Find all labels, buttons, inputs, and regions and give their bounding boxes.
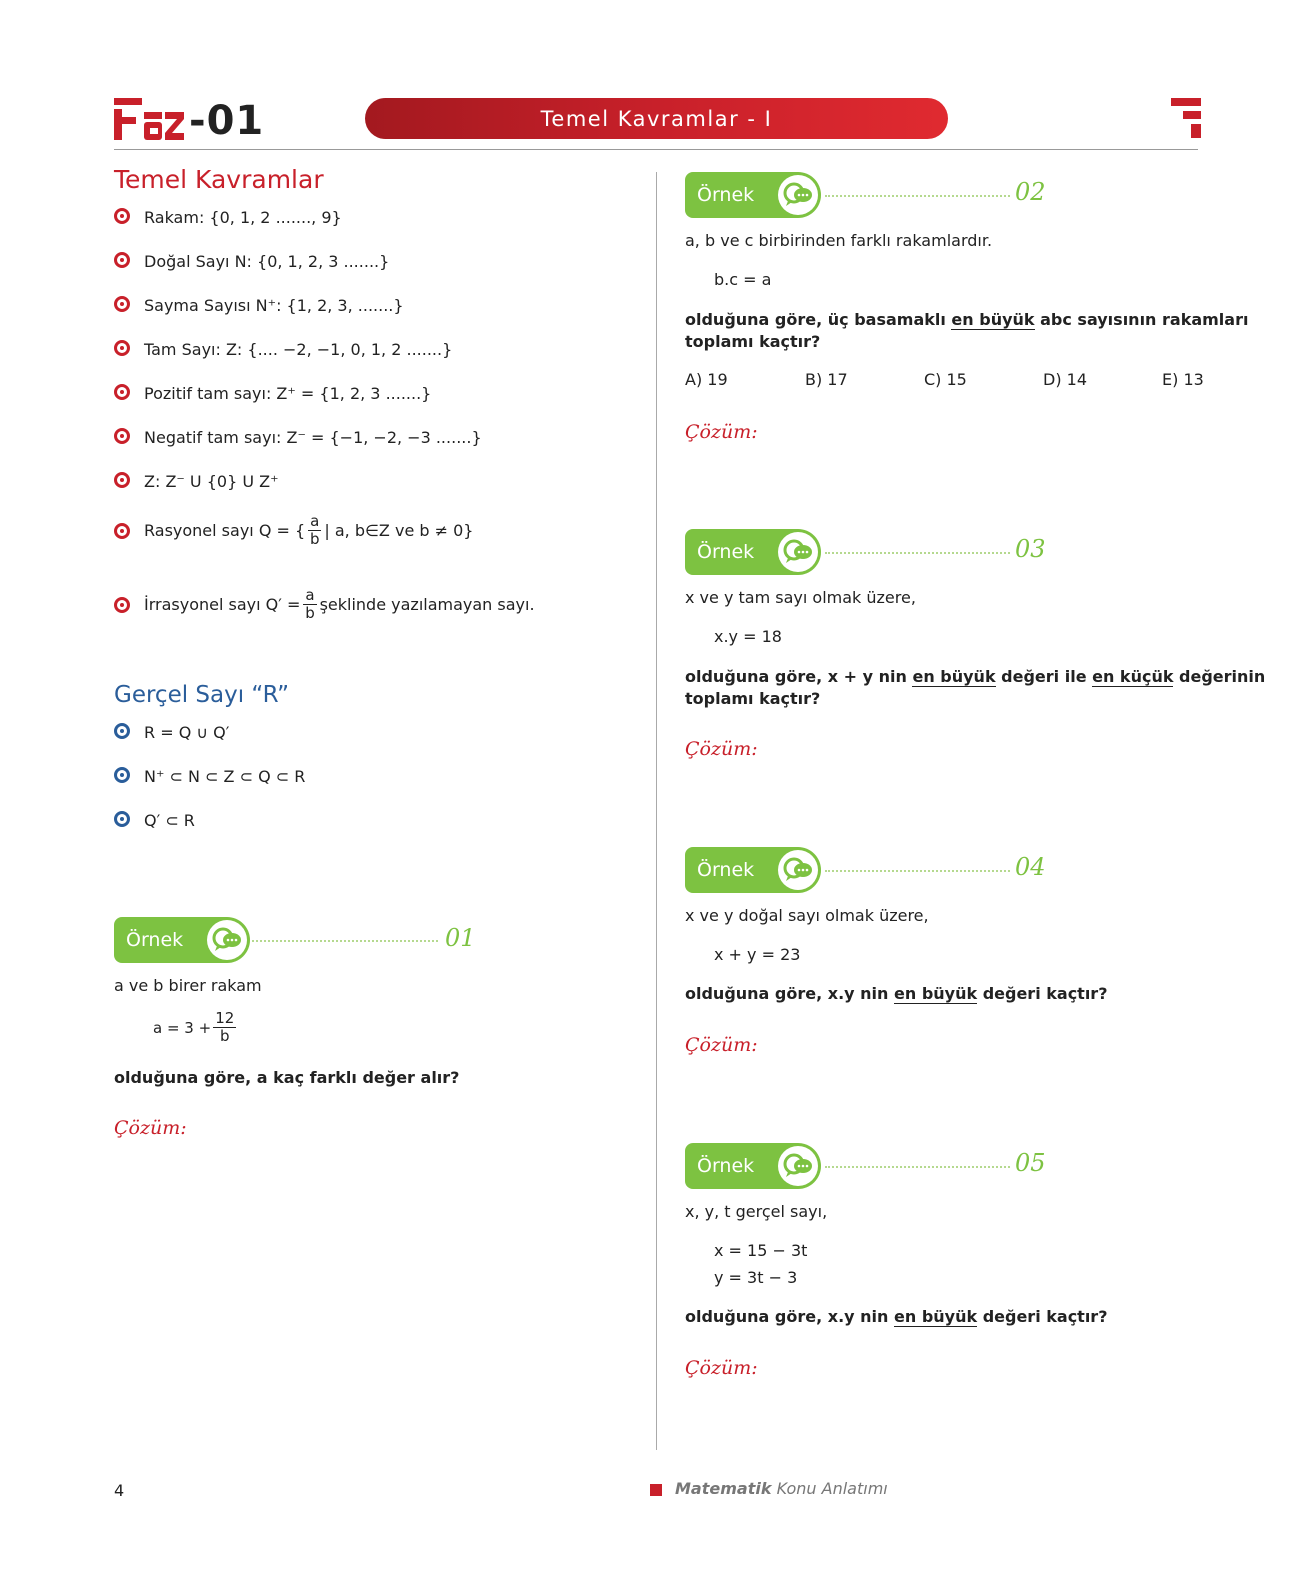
fraction-a-over-b: $\frac{a}{b}$ (305, 585, 315, 622)
target-bullet-icon (114, 340, 130, 356)
target-bullet-icon (114, 296, 130, 312)
chapter-title: Temel Kavramlar - I (540, 106, 773, 131)
speech-bubble-icon (778, 175, 818, 215)
ornek-dotted-line (825, 1166, 1010, 1168)
example-01-question: olduğuna göre, a kaç farklı değer alır? (114, 1068, 460, 1087)
example-03-equation: x.y = 18 (714, 627, 782, 646)
chapter-title-bar (365, 98, 948, 139)
speech-bubble-icon (207, 920, 247, 960)
footer-book-title: Matematik Konu Anlatımı (675, 1479, 888, 1498)
speech-bubble-icon (778, 850, 818, 890)
fraction-a-over-b: $\frac{a}{b}$ (310, 511, 320, 548)
page-number: 4 (114, 1481, 125, 1500)
real-item-r-union: R = Q ∪ Q′ (114, 722, 229, 742)
ornek-dotted-line (825, 195, 1010, 197)
example-02-intro: a, b ve c birbirinden farklı rakamlardır. (685, 231, 993, 250)
concept-rasyonel-sayi: Rasyonel sayı Q = { $\frac{a}{b}$ | a, b∈Z ve b ≠ 0} (114, 508, 473, 552)
real-item-q-prime: Q′ ⊂ R (114, 810, 195, 830)
underline-en-buyuk: en büyük (951, 310, 1035, 329)
section-title-temel-kavramlar: Temel Kavramlar (114, 165, 324, 194)
cozum-label-02: Çözüm: (685, 421, 758, 443)
example-02-equation: b.c = a (714, 270, 772, 289)
target-bullet-icon (114, 723, 130, 739)
example-04-equation: x + y = 23 (714, 945, 801, 964)
ornek-badge-05 (685, 1143, 821, 1189)
ornek-label: Örnek (697, 1155, 755, 1177)
ornek-label: Örnek (697, 859, 755, 881)
speech-bubble-icon (778, 532, 818, 572)
underline-en-buyuk: en büyük (912, 667, 996, 686)
choice-b: B) 17 (805, 370, 848, 389)
concept-z-union: Z: Z⁻ U {0} U Z⁺ (114, 471, 279, 491)
ornek-dotted-line (825, 870, 1010, 872)
chapter-code: -01 (189, 98, 265, 144)
header-divider (114, 149, 1198, 150)
example-03-intro: x ve y tam sayı olmak üzere, (685, 588, 916, 607)
choice-a: A) 19 (685, 370, 728, 389)
target-bullet-icon (114, 208, 130, 224)
ornek-badge-03 (685, 529, 821, 575)
underline-en-kucuk: en küçük (1092, 667, 1174, 686)
ornek-dotted-line (825, 552, 1010, 554)
target-bullet-icon (114, 252, 130, 268)
cozum-label-04: Çözüm: (685, 1034, 758, 1056)
example-04-question: olduğuna göre, x.y nin en büyük değeri kaçtır? (685, 984, 1108, 1003)
concept-irrasyonel-sayi: İrrasyonel sayı Q′ = $\frac{a}{b}$ şeklinde yazılamayan sayı. (114, 582, 535, 626)
cozum-label-01: Çözüm: (114, 1117, 187, 1139)
ornek-label: Örnek (126, 929, 184, 951)
concept-rakam: Rakam: {0, 1, 2 ......., 9} (114, 207, 342, 227)
concept-negatif-tam-sayi: Negatif tam sayı: Z⁻ = {−1, −2, −3 .......} (114, 427, 482, 447)
ornek-badge-02 (685, 172, 821, 218)
example-05-equation-1: x = 15 − 3t (714, 1241, 808, 1260)
ornek-badge-04 (685, 847, 821, 893)
example-number-02: 02 (1015, 178, 1046, 206)
example-03-question: olduğuna göre, x + y nin en büyük değeri ile en küçük değerinin toplamı kaçtır? (685, 667, 1266, 708)
choice-c: C) 15 (924, 370, 967, 389)
target-bullet-icon (114, 523, 130, 539)
example-01-equation: a = 3 + $\frac{12}{b}$ (153, 1009, 235, 1045)
target-bullet-icon (114, 597, 130, 613)
fraction-12-over-b: $\frac{12}{b}$ (215, 1009, 235, 1045)
corner-logo-icon (1171, 98, 1201, 142)
section-title-gercel-sayi: Gerçel Sayı “R” (114, 682, 290, 708)
cozum-label-05: Çözüm: (685, 1357, 758, 1379)
concept-pozitif-tam-sayi: Pozitif tam sayı: Z⁺ = {1, 2, 3 .......} (114, 383, 431, 403)
example-04-intro: x ve y doğal sayı olmak üzere, (685, 906, 929, 925)
concept-tam-sayi: Tam Sayı: Z: {.... −2, −1, 0, 1, 2 .......} (114, 339, 452, 359)
concept-dogal-sayi: Doğal Sayı N: {0, 1, 2, 3 .......} (114, 251, 389, 271)
choice-d: D) 14 (1043, 370, 1088, 389)
example-05-intro: x, y, t gerçel sayı, (685, 1202, 828, 1221)
ornek-label: Örnek (697, 184, 755, 206)
example-number-03: 03 (1015, 535, 1046, 563)
faz-logo (114, 98, 184, 140)
target-bullet-icon (114, 767, 130, 783)
example-number-01: 01 (445, 924, 476, 952)
target-bullet-icon (114, 428, 130, 444)
faz-logo-text: Faz (114, 98, 116, 99)
example-number-04: 04 (1015, 853, 1046, 881)
ornek-dotted-line (252, 940, 438, 942)
target-bullet-icon (114, 384, 130, 400)
concept-sayma-sayisi: Sayma Sayısı N⁺: {1, 2, 3, .......} (114, 295, 404, 315)
cozum-label-03: Çözüm: (685, 738, 758, 760)
faz-logo-icon (114, 98, 184, 140)
target-bullet-icon (114, 472, 130, 488)
example-02-question: olduğuna göre, üç basamaklı en büyük abc sayısının rakamları toplamı kaçtır? (685, 310, 1249, 351)
underline-en-buyuk: en büyük (894, 984, 978, 1003)
example-05-question: olduğuna göre, x.y nin en büyük değeri kaçtır? (685, 1307, 1108, 1326)
column-divider (656, 172, 657, 1450)
speech-bubble-icon (778, 1146, 818, 1186)
example-number-05: 05 (1015, 1149, 1046, 1177)
ornek-badge-01 (114, 917, 250, 963)
ornek-label: Örnek (697, 541, 755, 563)
choice-e: E) 13 (1162, 370, 1204, 389)
real-item-subsets: N⁺ ⊂ N ⊂ Z ⊂ Q ⊂ R (114, 766, 305, 786)
example-01-intro: a ve b birer rakam (114, 976, 262, 995)
footer-square-icon (650, 1484, 662, 1496)
target-bullet-icon (114, 811, 130, 827)
example-05-equation-2: y = 3t − 3 (714, 1268, 798, 1287)
underline-en-buyuk: en büyük (894, 1307, 978, 1326)
